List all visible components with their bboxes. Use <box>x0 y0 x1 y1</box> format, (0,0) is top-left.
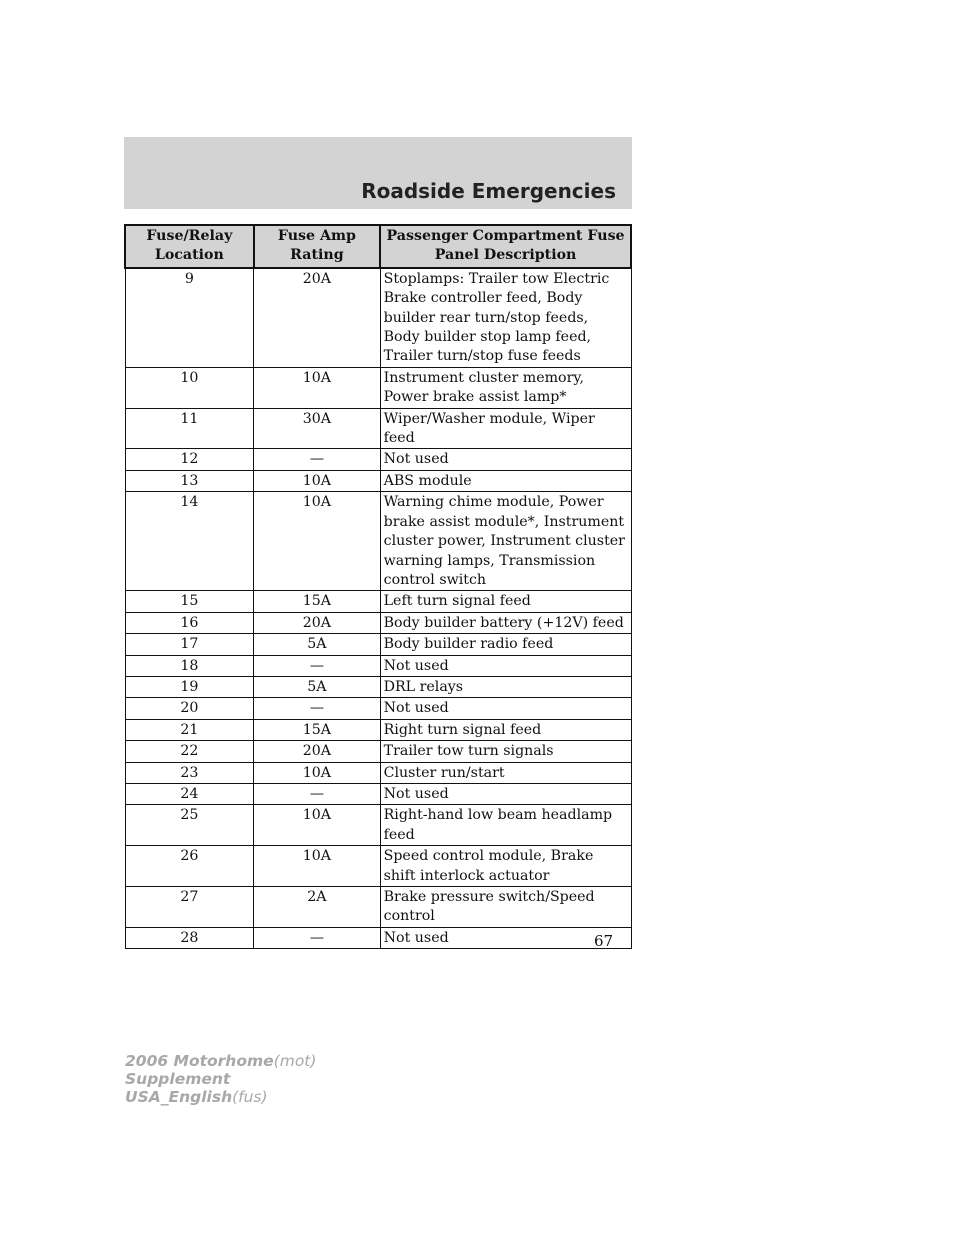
table-row <box>125 719 631 740</box>
table-row <box>125 846 631 887</box>
cell-rating: — <box>254 927 380 948</box>
table-row <box>125 655 631 676</box>
cell-rating: 10A <box>254 367 380 408</box>
cell-rating: 20A <box>254 741 380 762</box>
table-row <box>125 762 631 783</box>
cell-location: 24 <box>125 783 254 804</box>
cell-rating: — <box>254 655 380 676</box>
section-title: Roadside Emergencies <box>361 179 616 203</box>
table-row <box>125 449 631 470</box>
cell-description: Right turn signal feed <box>380 719 631 740</box>
cell-location: 19 <box>125 676 254 697</box>
table-row <box>125 805 631 846</box>
cell-location: 25 <box>125 805 254 846</box>
table-row <box>125 927 631 948</box>
cell-location: 20 <box>125 698 254 719</box>
cell-rating: 30A <box>254 408 380 449</box>
cell-location: 27 <box>125 887 254 928</box>
cell-rating: 10A <box>254 805 380 846</box>
cell-rating: 20A <box>254 612 380 633</box>
footer-line-2 <box>125 1070 316 1088</box>
cell-rating: 20A <box>254 268 380 368</box>
footer-language-code: (fus) <box>232 1088 268 1106</box>
cell-description: Not used <box>380 655 631 676</box>
cell-location: 28 <box>125 927 254 948</box>
table-row <box>125 492 631 591</box>
document-footer <box>125 1052 316 1106</box>
cell-rating: 10A <box>254 846 380 887</box>
footer-model-code: (mot) <box>273 1052 317 1070</box>
table-row <box>125 698 631 719</box>
table-row <box>125 367 631 408</box>
cell-location: 14 <box>125 492 254 591</box>
table-row <box>125 634 631 655</box>
footer-model: 2006 Motorhome <box>125 1052 274 1070</box>
cell-rating: 10A <box>254 470 380 491</box>
cell-description: Left turn signal feed <box>380 591 631 612</box>
footer-language: USA_English <box>125 1088 233 1106</box>
cell-description: Stoplamps: Trailer tow Electric Brake controller feed, Body builder rear turn/stop feeds, Body builder stop lamp feed, Trailer turn/stop fuse feeds <box>380 268 631 368</box>
cell-rating: 15A <box>254 719 380 740</box>
cell-location: 21 <box>125 719 254 740</box>
cell-rating: 2A <box>254 887 380 928</box>
cell-description: Not used <box>380 449 631 470</box>
header-description: Passenger Compartment Fuse Panel Description <box>380 225 631 268</box>
table-row <box>125 591 631 612</box>
cell-rating: 5A <box>254 676 380 697</box>
cell-rating: 15A <box>254 591 380 612</box>
table-row <box>125 741 631 762</box>
cell-description: Speed control module, Brake shift interlock actuator <box>380 846 631 887</box>
cell-description: Body builder radio feed <box>380 634 631 655</box>
table-row <box>125 783 631 804</box>
cell-location: 22 <box>125 741 254 762</box>
cell-description: ABS module <box>380 470 631 491</box>
cell-rating: — <box>254 783 380 804</box>
cell-location: 17 <box>125 634 254 655</box>
cell-location: 13 <box>125 470 254 491</box>
header-location: Fuse/Relay Location <box>125 225 254 268</box>
footer-line-3 <box>125 1088 316 1106</box>
cell-location: 12 <box>125 449 254 470</box>
cell-location: 9 <box>125 268 254 368</box>
page-number: 67 <box>594 932 614 950</box>
table-header-row <box>125 225 631 268</box>
table-row <box>125 676 631 697</box>
cell-description: Not used <box>380 927 631 948</box>
cell-description: Right-hand low beam headlamp feed <box>380 805 631 846</box>
cell-description: Warning chime module, Power brake assist module*, Instrument cluster power, Instrument cluster warning lamps, Transmission control switch <box>380 492 631 591</box>
section-banner <box>124 137 632 209</box>
cell-location: 11 <box>125 408 254 449</box>
table-row <box>125 470 631 491</box>
cell-location: 15 <box>125 591 254 612</box>
table-row <box>125 408 631 449</box>
cell-rating: — <box>254 698 380 719</box>
footer-supplement: Supplement <box>125 1070 231 1088</box>
cell-description: Not used <box>380 698 631 719</box>
cell-description: Cluster run/start <box>380 762 631 783</box>
cell-rating: — <box>254 449 380 470</box>
cell-location: 23 <box>125 762 254 783</box>
cell-description: Instrument cluster memory, Power brake assist lamp* <box>380 367 631 408</box>
table-row <box>125 612 631 633</box>
header-rating: Fuse Amp Rating <box>254 225 380 268</box>
cell-description: Trailer tow turn signals <box>380 741 631 762</box>
cell-description: DRL relays <box>380 676 631 697</box>
cell-rating: 10A <box>254 492 380 591</box>
cell-description: Not used <box>380 783 631 804</box>
cell-location: 26 <box>125 846 254 887</box>
cell-description: Brake pressure switch/Speed control <box>380 887 631 928</box>
cell-description: Wiper/Washer module, Wiper feed <box>380 408 631 449</box>
cell-location: 16 <box>125 612 254 633</box>
fuse-table <box>124 224 632 949</box>
footer-line-1 <box>125 1052 316 1070</box>
cell-rating: 10A <box>254 762 380 783</box>
cell-location: 10 <box>125 367 254 408</box>
cell-description: Body builder battery (+12V) feed <box>380 612 631 633</box>
cell-rating: 5A <box>254 634 380 655</box>
table-row <box>125 887 631 928</box>
cell-location: 18 <box>125 655 254 676</box>
table-row <box>125 268 631 368</box>
